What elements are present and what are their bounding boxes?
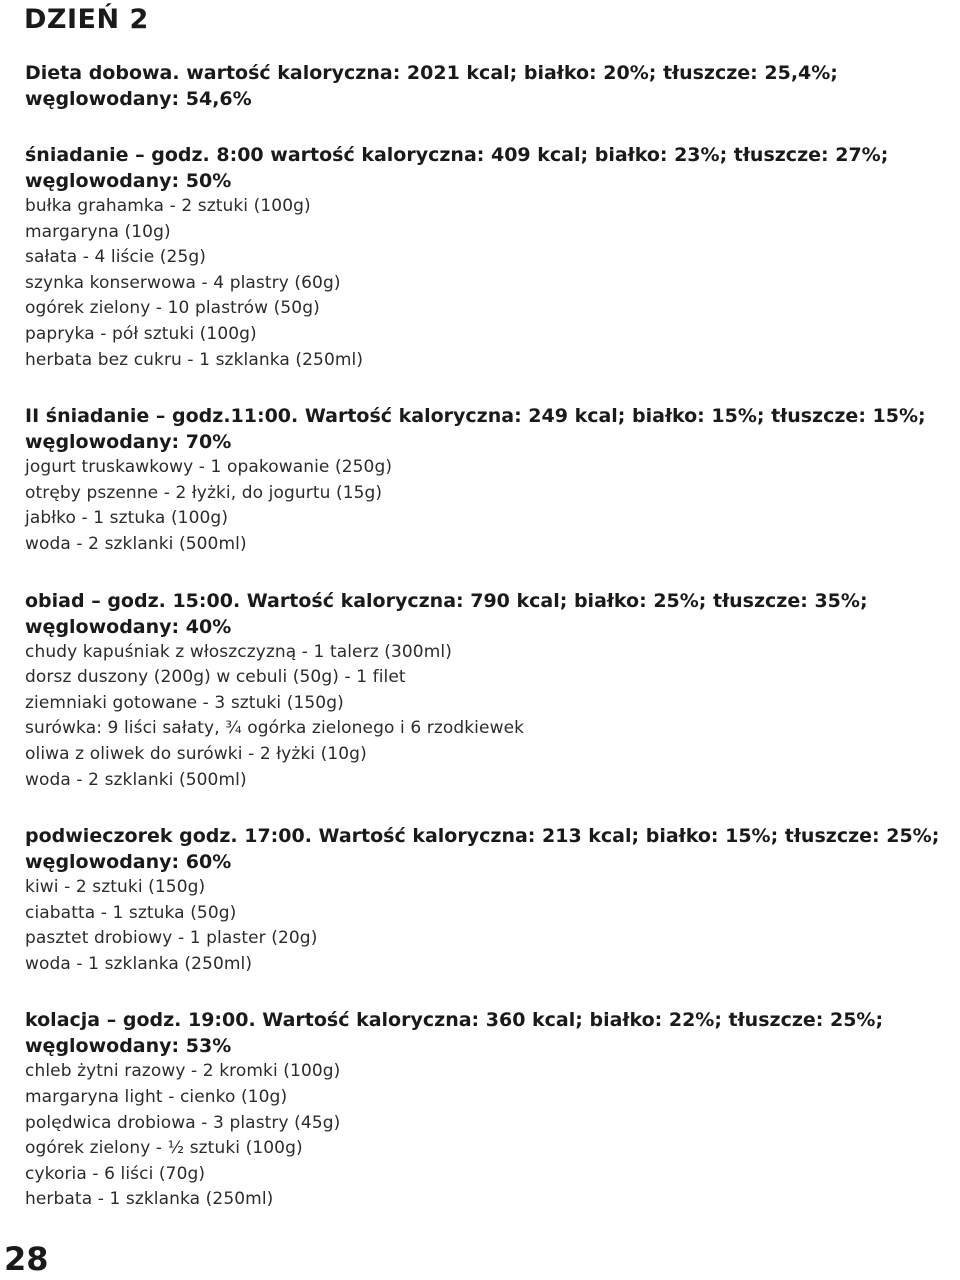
meal-item: szynka konserwowa - 4 plastry (60g) [25, 272, 341, 293]
meal-item: herbata - 1 szklanka (250ml) [25, 1189, 274, 1210]
meal-item: margaryna light - cienko (10g) [25, 1087, 288, 1108]
meal-item: surówka: 9 liści sałaty, ¾ ogórka zielonego i 6 rzodkiewek [25, 718, 525, 739]
meal-item: oliwa z oliwek do surówki - 2 łyżki (10g) [25, 743, 367, 764]
meal-section-afternoon-snack [25, 823, 945, 977]
meal-item: woda - 2 szklanki (500ml) [25, 533, 247, 554]
meal-item: jabłko - 1 sztuka (100g) [25, 508, 229, 529]
meal-items-list [25, 1059, 945, 1213]
meal-item: dorsz duszony (200g) w cebuli (50g) - 1 filet [25, 667, 406, 688]
meal-item: kiwi - 2 sztuki (150g) [25, 877, 206, 898]
meal-item: ziemniaki gotowane - 3 sztuki (150g) [25, 692, 344, 713]
meal-items-list [25, 455, 945, 557]
meal-header: obiad – godz. 15:00. Wartość kaloryczna: 790 kcal; białko: 25%; tłuszcze: 35%; węglowodany: 40% [25, 589, 868, 638]
meal-item: woda - 2 szklanki (500ml) [25, 769, 247, 790]
meal-item: sałata - 4 liście (25g) [25, 247, 206, 268]
meal-items-list [25, 194, 945, 373]
meal-header: II śniadanie – godz.11:00. Wartość kaloryczna: 249 kcal; białko: 15%; tłuszcze: 15%; węglowodany: 70% [25, 405, 926, 454]
meal-item: polędwica drobiowa - 3 plastry (45g) [25, 1112, 341, 1133]
meal-item: ciabatta - 1 sztuka (50g) [25, 902, 237, 923]
meal-item: margaryna (10g) [25, 221, 171, 242]
meal-item: herbata bez cukru - 1 szklanka (250ml) [25, 349, 364, 370]
meal-section-breakfast [25, 142, 945, 373]
page-title: DZIEŃ 2 [24, 4, 149, 35]
meal-item: ogórek zielony - ½ sztuki (100g) [25, 1138, 303, 1159]
meal-section-lunch [25, 588, 945, 794]
page-number: 28 [4, 1240, 49, 1278]
meal-item: ogórek zielony - 10 plastrów (50g) [25, 298, 320, 319]
meal-item: chudy kapuśniak z włoszczyzną - 1 talerz (300ml) [25, 641, 452, 662]
meal-header: śniadanie – godz. 8:00 wartość kaloryczna: 409 kcal; białko: 23%; tłuszcze: 27%; węglowodany: 50% [25, 144, 889, 192]
meal-items-list [25, 640, 945, 794]
meal-item: pasztet drobiowy - 1 plaster (20g) [25, 928, 318, 949]
daily-summary: Dieta dobowa. wartość kaloryczna: 2021 kcal; białko: 20%; tłuszcze: 25,4%; węglowodany: 54,6% [25, 62, 838, 110]
meal-item: cykoria - 6 liści (70g) [25, 1163, 206, 1184]
meal-item: chleb żytni razowy - 2 kromki (100g) [25, 1061, 341, 1082]
meal-item: papryka - pół sztuki (100g) [25, 323, 257, 344]
meal-header: kolacja – godz. 19:00. Wartość kaloryczna: 360 kcal; białko: 22%; tłuszcze: 25%; węglowodany: 53% [25, 1009, 884, 1058]
diet-plan [25, 60, 945, 1243]
meal-item: bułka grahamka - 2 sztuki (100g) [25, 196, 311, 216]
meal-item: jogurt truskawkowy - 1 opakowanie (250g) [25, 457, 393, 478]
meal-items-list [25, 875, 945, 977]
meal-header: podwieczorek godz. 17:00. Wartość kaloryczna: 213 kcal; białko: 15%; tłuszcze: 25%; węglowodany: 60% [25, 825, 940, 874]
meal-section-dinner [25, 1007, 945, 1213]
meal-item: otręby pszenne - 2 łyżki, do jogurtu (15g) [25, 482, 383, 503]
meal-section-second-breakfast [25, 403, 945, 557]
meal-item: woda - 1 szklanka (250ml) [25, 953, 253, 974]
